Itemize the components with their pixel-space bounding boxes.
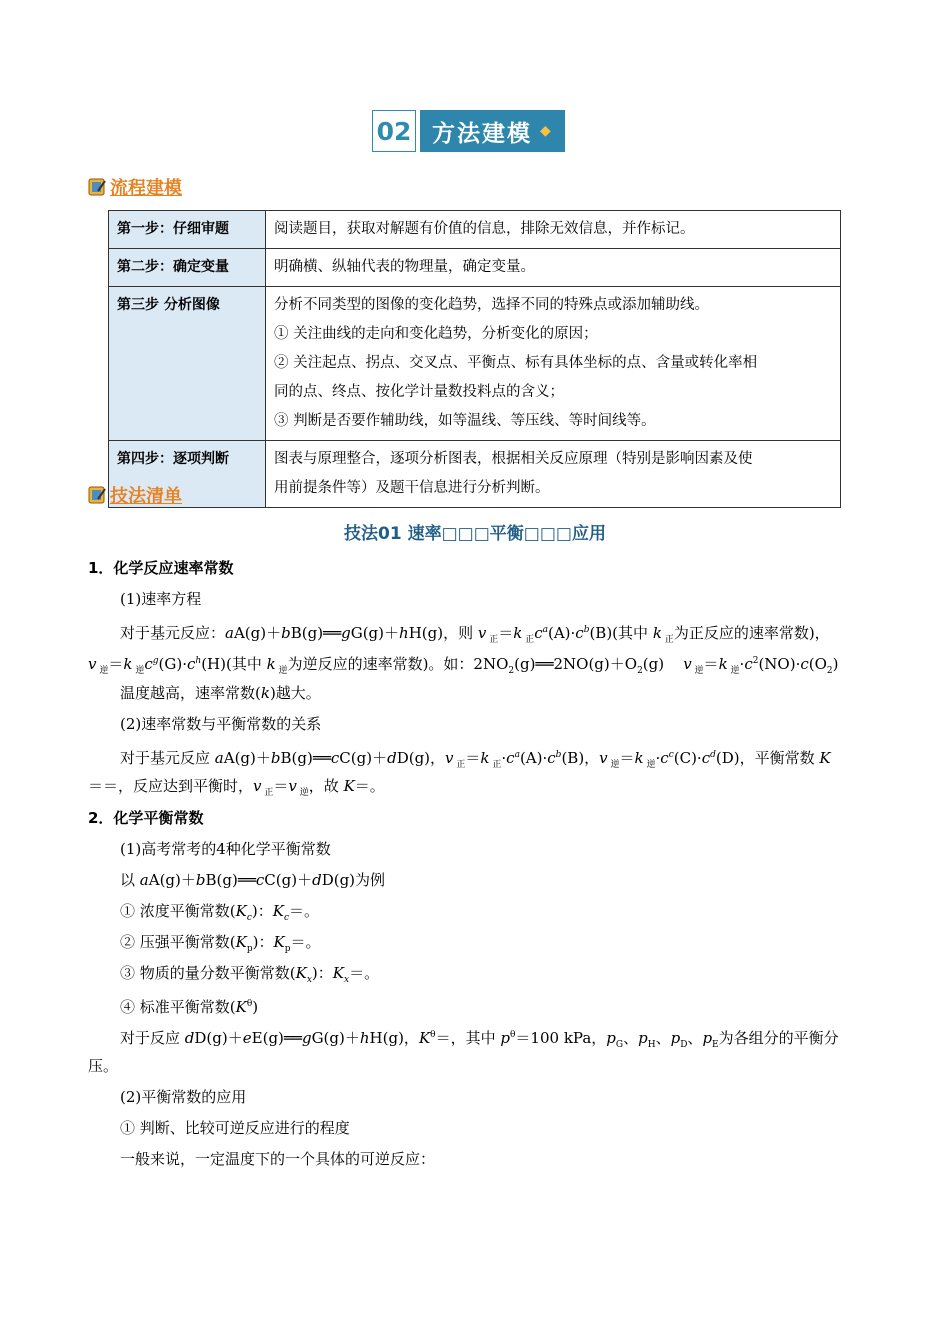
table-row — [109, 441, 841, 508]
section-title-flow: 流程建模 — [110, 178, 182, 199]
paragraph: 对于基元反应：aA(g)＋bB(g)══gG(g)＋hH(g)，则 v $_正$＝k $_正c^a(A)\cdot c^b(B)$(其中 k $_正$为正反应的速率常数)， — [120, 624, 830, 645]
step-cell: 第一步：仔细审题 — [109, 211, 266, 249]
paragraph: ① 浓度平衡常数$(K_c)$：$K_c=$。 — [120, 902, 320, 923]
notebook-icon — [88, 177, 108, 197]
text: K — [343, 777, 355, 795]
desc-line: ① 关注曲线的走向和变化趋势，分析变化的原因； — [274, 326, 598, 342]
paragraph: (1)速率方程 — [120, 590, 202, 608]
text: 温度越高，速率常数( — [120, 684, 261, 702]
paragraph: 以 aA(g)＋bB(g)══cC(g)＋dD(g)为例 — [120, 871, 386, 889]
desc-line: ② 关注起点、拐点、交叉点、平衡点、标有具体坐标的点、含量或转化率相 — [274, 355, 758, 371]
text: 对于基元反应： — [120, 624, 226, 642]
table-row — [109, 211, 841, 249]
paragraph: ③ 物质的量分数平衡常数$(K_x)$：$K_x=$。 — [120, 964, 380, 985]
text: 故 — [323, 777, 339, 795]
paragraph — [120, 682, 321, 704]
text: ① 浓度平衡常数( — [120, 902, 236, 920]
section-heading-techniques — [88, 481, 182, 509]
text: 对于反应 — [120, 1029, 181, 1047]
paragraph: 对于基元反应 aA(g)＋bB(g)══cC(g)＋dD(g)，v $_正$＝k $_正\cdot c^a(A)\cdot c^b(B)$，v $_逆$＝k $_逆\cdot c^c(C)\cdot c^d(D)$，平衡常数 K — [120, 749, 831, 770]
desc-line: 用前提条件等）及题干信息进行分析判断。 — [274, 480, 550, 496]
desc-cell — [266, 441, 841, 508]
paragraph: 压。 — [88, 1057, 119, 1075]
desc-line: 阅读题目，获取对解题有价值的信息，排除无效信息，并作标记。 — [274, 221, 695, 237]
desc-line: 分析不同类型的图像的变化趋势，选择不同的特殊点或添加辅助线。 — [274, 297, 709, 313]
heading-equilibrium-constant: 2．化学平衡常数 — [88, 809, 204, 827]
text: 为正反应的速率常数)， — [673, 624, 830, 642]
text: 其中 — [465, 1029, 496, 1047]
paragraph: v $_逆$＝k $_逆c^g(G)\cdot c^h(H)$(其中 k $_逆$为逆反应的速率常数)。如：$2NO_2(g)══2NO(g)+O_2(g)$ v $_逆$＝k $_逆\cdot c^2(NO)\cdot c(O_2)$ — [88, 655, 839, 676]
text: 对于基元反应 — [120, 749, 211, 767]
banner-title — [420, 110, 565, 152]
table-row — [109, 249, 841, 287]
desc-cell — [266, 287, 841, 441]
banner-title-text: 方法建模 — [432, 120, 532, 147]
text: ＝。 — [354, 777, 385, 795]
desc-cell — [266, 249, 841, 287]
technique-title: 技法01 速率□□□平衡□□□应用 — [344, 524, 606, 544]
paragraph: (2)平衡常数的应用 — [120, 1088, 247, 1106]
desc-line: ③ 判断是否要作辅助线，如等温线、等压线、等时间线等。 — [274, 413, 656, 429]
banner-number: 02 — [372, 110, 416, 152]
text: 为例 — [355, 871, 386, 889]
text: K — [819, 749, 831, 767]
text: ＝＝，反应达到平衡时， — [88, 777, 254, 795]
text: 以 — [120, 871, 136, 889]
paragraph: 对于反应 dD(g)＋eE(g)══gG(g)＋hH(g)，$K^\theta=$，其中 $p^\theta=100$ kPa，$p_G$、$p_H$、$p_D$、$p_E$为各组分的平衡分 — [120, 1029, 839, 1050]
text: 为逆反应的速率常数)。如：2NO — [287, 655, 509, 673]
desc-cell — [266, 211, 841, 249]
text: 为各组分的平衡分 — [718, 1029, 839, 1047]
paragraph: ④ 标准平衡常数$(K^\theta)$ — [120, 998, 259, 1016]
desc-line: 明确横、纵轴代表的物理量，确定变量。 — [274, 259, 535, 275]
desc-line: 图表与原理整合，逐项分析图表，根据相关反应原理（特别是影响因素及使 — [274, 451, 753, 467]
step-cell: 第三步 分析图像 — [109, 287, 266, 441]
text: k — [260, 684, 270, 702]
flow-table — [108, 210, 841, 508]
paragraph: 一般来说，一定温度下的一个具体的可逆反应： — [120, 1150, 436, 1168]
heading-rate-constant: 1．化学反应速率常数 — [88, 559, 234, 577]
section-heading-flow — [88, 173, 182, 201]
diamond-icon: ◆ — [540, 123, 553, 139]
text: 其中 — [618, 624, 649, 642]
paragraph: (2)速率常数与平衡常数的关系 — [120, 715, 322, 733]
paragraph: ② 压强平衡常数$(K_p)$：$K_p=$。 — [120, 933, 321, 954]
text: ＝100 kPa， — [515, 1029, 607, 1047]
desc-line: 同的点、终点、按化学计量数投料点的含义； — [274, 384, 564, 400]
text: )越大。 — [269, 684, 321, 702]
text: ④ 标准平衡常数( — [120, 998, 236, 1016]
paragraph: (1)高考常考的4种化学平衡常数 — [120, 840, 331, 858]
paragraph: ① 判断、比较可逆反应进行的程度 — [120, 1119, 350, 1137]
text: ③ 物质的量分数平衡常数( — [120, 964, 296, 982]
text: 平衡常数 — [754, 749, 815, 767]
table-row — [109, 287, 841, 441]
paragraph: ＝＝，反应达到平衡时，v $_正$＝v $_逆$，故 K＝。 — [88, 777, 385, 798]
step-cell: 第二步：确定变量 — [109, 249, 266, 287]
step-cell: 第四步：逐项判断 — [109, 441, 266, 508]
text: ② 压强平衡常数( — [120, 933, 236, 951]
notebook-icon — [88, 485, 108, 505]
section-banner — [372, 110, 565, 152]
section-title-techniques: 技法清单 — [110, 486, 182, 507]
